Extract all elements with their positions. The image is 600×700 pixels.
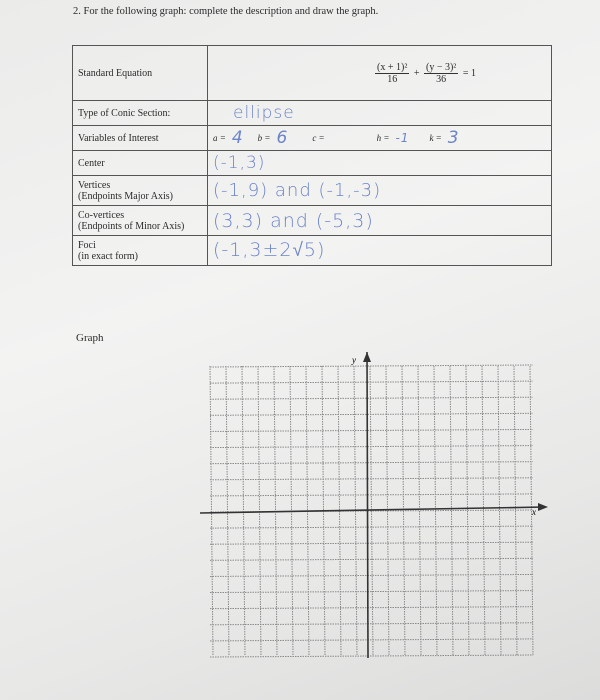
label-variables: Variables of Interest	[73, 126, 208, 151]
b-label: b =	[257, 133, 271, 143]
label-standard-equation: Standard Equation	[73, 46, 208, 101]
grid-line-vertical	[210, 366, 213, 656]
k-value: 3	[447, 128, 460, 148]
grid-line-vertical	[242, 366, 245, 656]
label-covertices-1: Co-vertices	[78, 209, 125, 221]
h-label: h =	[376, 133, 390, 143]
a-value: 4	[231, 128, 244, 148]
eq-rhs: = 1	[462, 67, 476, 79]
label-foci-2: (in exact form)	[78, 250, 138, 262]
k-label: k =	[429, 133, 442, 143]
x-axis-label: x	[532, 507, 536, 517]
handwritten-covertices: (3,3) and (-5,3)	[213, 209, 374, 232]
y-axis-label: y	[352, 355, 356, 365]
grid-line-vertical	[258, 366, 261, 656]
x-axis-arrow-icon	[538, 503, 548, 511]
grid-line-vertical	[226, 366, 229, 656]
handwritten-center: (-1,3)	[213, 153, 266, 173]
grid-line-horizontal	[210, 462, 533, 464]
y-axis	[367, 352, 368, 658]
eq-denominator-1: 16	[387, 73, 398, 85]
label-center: Center	[73, 151, 208, 176]
eq-numerator-1: (x + 1)²	[377, 61, 408, 73]
grid-lines	[210, 365, 533, 657]
question-text: 2. For the following graph: complete the description and draw the graph.	[73, 6, 379, 17]
grid-line-vertical	[466, 366, 469, 656]
handwritten-vertices: (-1,9) and (-1,-3)	[213, 180, 382, 201]
label-vertices-2: (Endpoints Major Axis)	[78, 190, 173, 202]
label-vertices-1: Vertices	[78, 179, 111, 191]
y-axis-arrow-icon	[363, 352, 371, 362]
grid-line-vertical	[482, 366, 485, 656]
handwritten-foci: (-1,3±2√5)	[213, 239, 326, 261]
grid-line-vertical	[498, 366, 501, 656]
eq-numerator-2: (y − 3)²	[426, 61, 457, 73]
c-label: c =	[312, 133, 325, 143]
label-covertices-2: (Endpoints of Minor Axis)	[78, 220, 185, 232]
a-label: a =	[213, 133, 226, 143]
eq-denominator-2: 36	[436, 73, 447, 85]
b-value: 6	[276, 128, 289, 148]
label-type: Type of Conic Section:	[73, 101, 208, 126]
h-value: -1	[395, 131, 410, 145]
label-foci-1: Foci	[78, 239, 96, 251]
grid-line-horizontal	[210, 397, 533, 399]
grid-line-vertical	[514, 366, 517, 656]
graph-label: Graph	[76, 332, 104, 344]
eq-plus: +	[413, 67, 420, 79]
handwritten-type: ellipse	[233, 103, 295, 123]
